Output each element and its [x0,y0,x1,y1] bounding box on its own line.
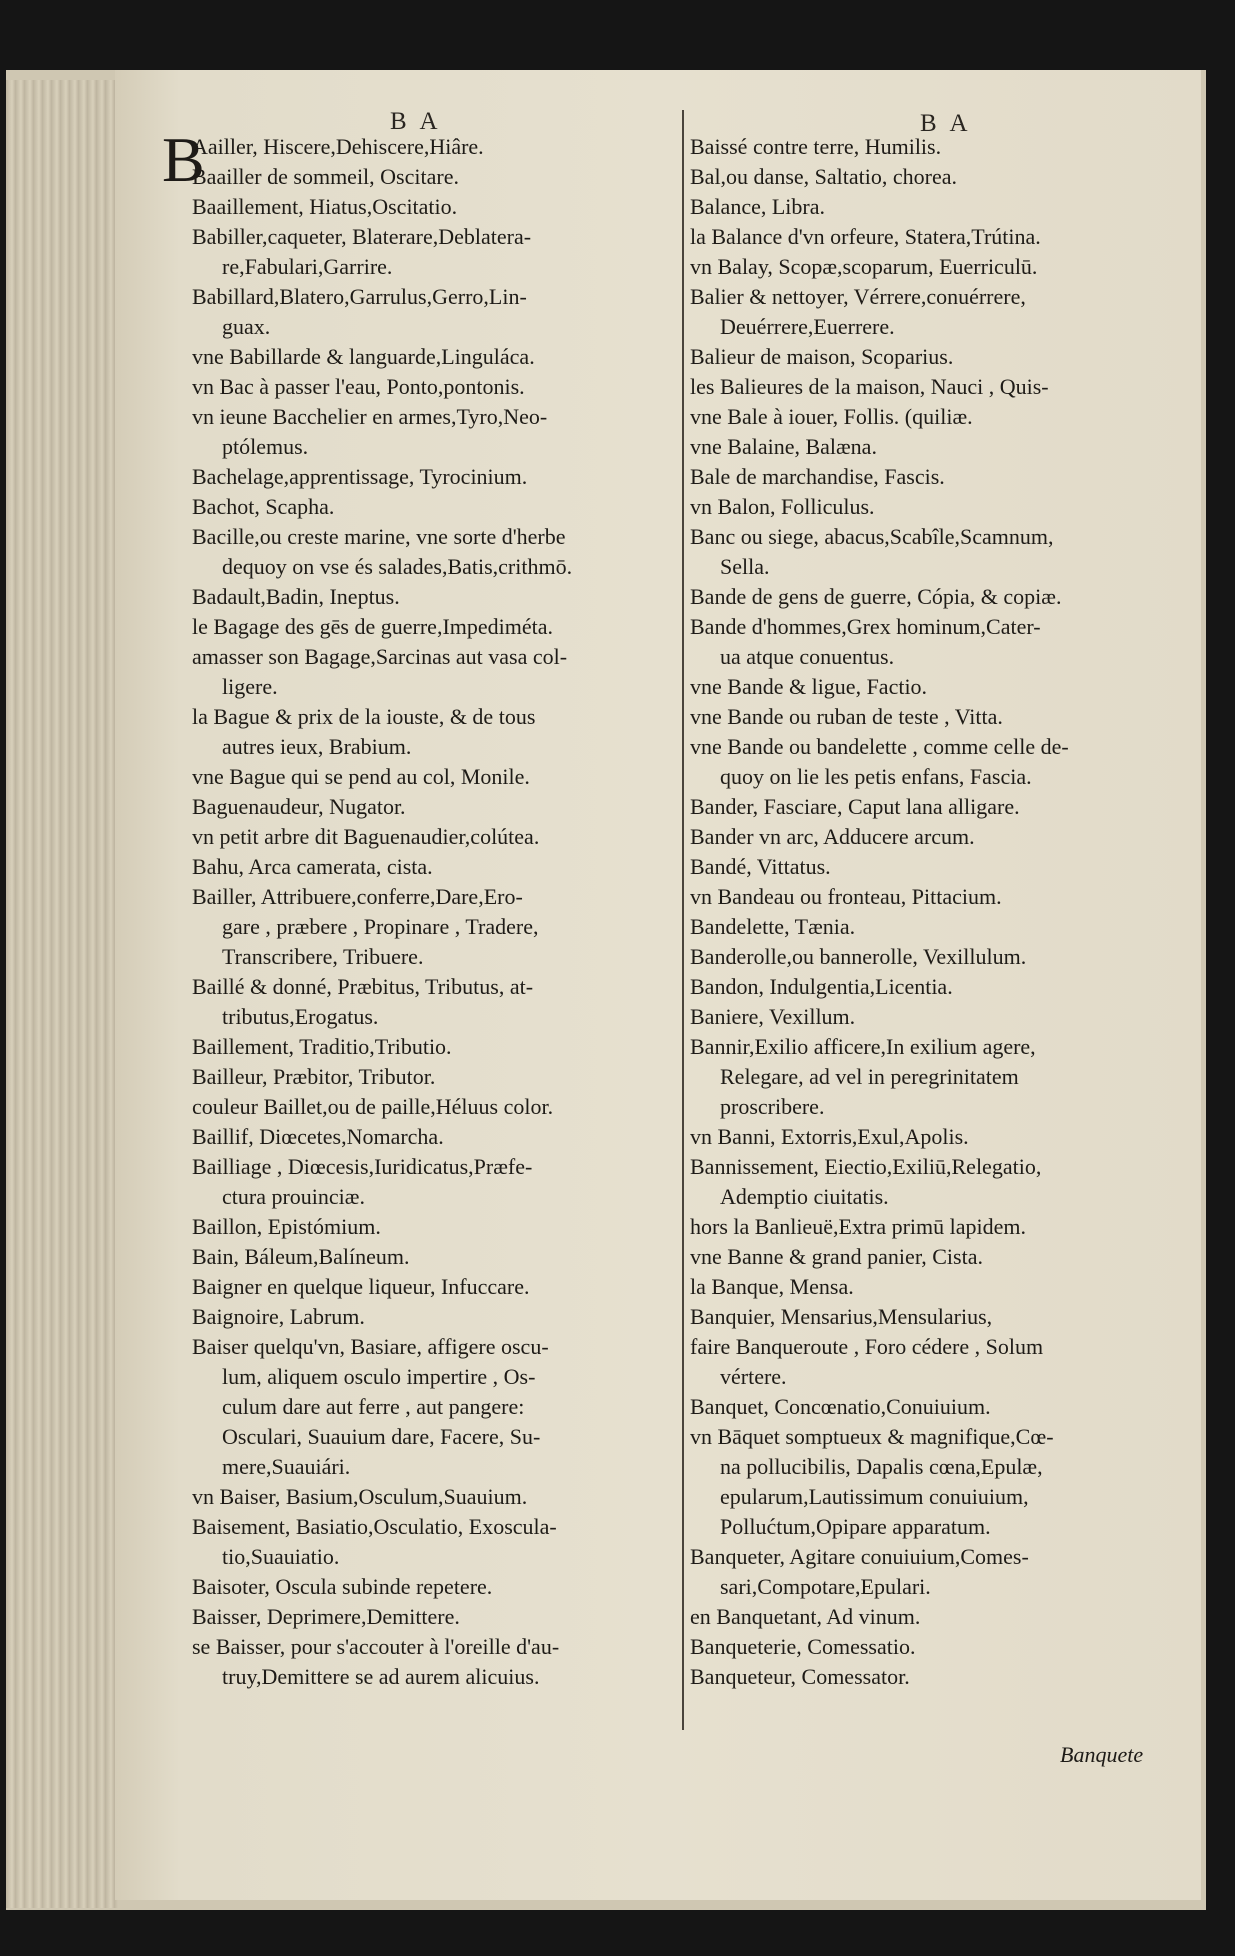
entry-line: vne Bague qui se pend au col, Monile. [192,764,530,789]
entry-line: Babillard,Blatero,Garrulus,Gerro,Lin- [192,284,527,309]
entry-line: vne Babillarde & languarde,Linguláca. [192,344,535,369]
entry-line: Bandé, Vittatus. [690,854,831,879]
entry-line: vn Baiser, Basium,Osculum,Suauium. [192,1484,528,1509]
entry-line: Bannir,Exilio afficere,In exilium agere, [690,1034,1036,1059]
entry-line: Bande de gens de guerre, Cópia, & copiæ. [690,584,1062,609]
column-divider [682,110,684,1730]
entry-line: vne Bande ou bandelette , comme celle de- [690,734,1069,759]
entry-line: Baisser, Deprimere,Demittere. [192,1604,460,1629]
entry-line: re,Fabulari,Garrire. [222,254,393,279]
entry-line: Banqueteur, Comessator. [690,1664,910,1689]
entry-line: Bachot, Scapha. [192,494,335,519]
entry-line: quoy on lie les petis enfans, Fascia. [720,764,1032,789]
entry-line: Ademptio ciuitatis. [720,1184,889,1209]
entry-line: tributus,Erogatus. [222,1004,379,1029]
entry-line: na pollucibilis, Dapalis cœna,Epulæ, [720,1454,1043,1479]
entry-line: vne Bande ou ruban de teste , Vitta. [690,704,1003,729]
entry-line: faire Banqueroute , Foro cédere , Solum [690,1334,1044,1359]
entry-line: vn Bac à passer l'eau, Ponto,pontonis. [192,374,525,399]
entry-line: sari,Compotare,Epulari. [720,1574,931,1599]
entry-line: vn petit arbre dit Baguenaudier,colútea. [192,824,540,849]
entry-line: Baniere, Vexillum. [690,1004,856,1029]
entry-line: guax. [222,314,271,339]
entry-line: Deuérrere,Euerrere. [720,314,895,339]
entry-line: proscribere. [720,1094,825,1119]
entry-line: Transcribere, Tribuere. [222,944,424,969]
entry-line: lum, aliquem osculo impertire , Os- [222,1364,536,1389]
entry-line: vne Bande & ligue, Factio. [690,674,928,699]
entry-line: Banquier, Mensarius,Mensularius, [690,1304,993,1329]
entry-line: ctura prouinciæ. [222,1184,365,1209]
entry-line: Banqueterie, Comessatio. [690,1634,916,1659]
entry-line: Aailler, Hiscere,Dehiscere,Hiâre. [192,134,484,159]
entry-line: Bander vn arc, Adducere arcum. [690,824,975,849]
entry-line: vn Bāquet somptueux & magnifique,Cœ- [690,1424,1054,1449]
entry-line: Babiller,caqueter, Blaterare,Deblatera- [192,224,532,249]
entry-line: Osculari, Suauium dare, Facere, Su- [222,1424,541,1449]
drop-cap: B [162,124,205,195]
entry-line: Balier & nettoyer, Vérrere,conuérrere, [690,284,1026,309]
entry-line: Bahu, Arca camerata, cista. [192,854,433,879]
entry-line: vn Balay, Scopæ,scoparum, Euerriculū. [690,254,1038,279]
entry-line: Baguenaudeur, Nugator. [192,794,406,819]
entry-line: Baissé contre terre, Humilis. [690,134,942,159]
entry-line: Baignoire, Labrum. [192,1304,365,1329]
entry-line: vn Bandeau ou fronteau, Pittacium. [690,884,1002,909]
entry-line: se Baisser, pour s'accouter à l'oreille d'au- [192,1634,560,1659]
entry-line: Bandelette, Tænia. [690,914,856,939]
entry-line: vne Banne & grand panier, Cista. [690,1244,983,1269]
entry-line: Baillé & donné, Præbitus, Tributus, at- [192,974,534,999]
entry-line: ptólemus. [222,434,309,459]
entry-line: les Balieures de la maison, Nauci , Quis- [690,374,1049,399]
entry-line: couleur Baillet,ou de paille,Héluus color. [192,1094,554,1119]
entry-line: Baillement, Traditio,Tributio. [192,1034,452,1059]
header-left: B A [390,108,442,135]
entry-line: ua atque conuentus. [720,644,895,669]
entry-line: la Banque, Mensa. [690,1274,854,1299]
entry-line: Baillif, Diœcetes,Nomarcha. [192,1124,444,1149]
entry-line: Pollućtum,Opipare apparatum. [720,1514,991,1539]
entry-line: Banderolle,ou bannerolle, Vexillulum. [690,944,1027,969]
header-right: B A [920,110,972,137]
entry-line: truy,Demittere se ad aurem alicuius. [222,1664,540,1689]
entry-line: vn ieune Bacchelier en armes,Tyro,Neo- [192,404,548,429]
entry-line: la Bague & prix de la iouste, & de tous [192,704,536,729]
entry-line: Bande d'hommes,Grex hominum,Cater- [690,614,1041,639]
entry-line: Bal,ou danse, Saltatio, chorea. [690,164,957,189]
entry-line: Balieur de maison, Scoparius. [690,344,954,369]
entry-line: culum dare aut ferre , aut pangere: [222,1394,525,1419]
entry-line: Baailler de sommeil, Oscitare. [192,164,459,189]
entry-line: Bannissement, Eiectio,Exiliū,Relegatio, [690,1154,1042,1179]
entry-line: vne Bale à iouer, Follis. (quiliæ. [690,404,973,429]
entry-line: Bander, Fasciare, Caput lana alligare. [690,794,1020,819]
entry-line: Badault,Badin, Ineptus. [192,584,400,609]
entry-line: vértere. [720,1364,787,1389]
entry-line: Baisement, Basiatio,Osculatio, Exoscula- [192,1514,557,1539]
entry-line: le Bagage des gēs de guerre,Impediméta. [192,614,554,639]
entry-line: amasser son Bagage,Sarcinas aut vasa col- [192,644,568,669]
entry-line: Baillon, Epistómium. [192,1214,381,1239]
entry-line: Banquet, Concœnatio,Conuiuium. [690,1394,991,1419]
entry-line: vn Balon, Folliculus. [690,494,875,519]
entry-line: Banqueter, Agitare conuiuium,Comes- [690,1544,1029,1569]
entry-line: en Banquetant, Ad vinum. [690,1604,921,1629]
entry-line: Baisoter, Oscula subinde repetere. [192,1574,493,1599]
entry-line: Baiser quelqu'vn, Basiare, affigere oscu- [192,1334,549,1359]
entry-line: epularum,Lautissimum conuiuium, [720,1484,1029,1509]
entry-line: Bacille,ou creste marine, vne sorte d'herbe [192,524,566,549]
entry-line: tio,Suauiatio. [222,1544,340,1569]
entry-line: Balance, Libra. [690,194,825,219]
page-stack-edges [6,80,118,1908]
entry-line: Bailler, Attribuere,conferre,Dare,Ero- [192,884,523,909]
entry-line: Sella. [720,554,770,579]
entry-line: vne Balaine, Balæna. [690,434,877,459]
catchword: Banquete [1060,1742,1144,1767]
entry-line: Bandon, Indulgentia,Licentia. [690,974,953,999]
entry-line: mere,Suauiári. [222,1454,351,1479]
entry-line: autres ieux, Brabium. [222,734,412,759]
entry-line: la Balance d'vn orfeure, Statera,Trútina. [690,224,1041,249]
entry-line: Bain, Báleum,Balíneum. [192,1244,410,1269]
entry-line: Banc ou siege, abacus,Scabîle,Scamnum, [690,524,1054,549]
entry-line: Baigner en quelque liqueur, Infuccare. [192,1274,530,1299]
entry-line: Bale de marchandise, Fascis. [690,464,945,489]
entry-line: dequoy on vse és salades,Batis,crithmō. [222,554,573,579]
entry-line: hors la Banlieuë,Extra primū lapidem. [690,1214,1027,1239]
entry-line: gare , præbere , Propinare , Tradere, [222,914,539,939]
entry-line: Baaillement, Hiatus,Oscitatio. [192,194,458,219]
entry-line: Bailleur, Præbitor, Tributor. [192,1064,436,1089]
entry-line: Bachelage,apprentissage, Tyrocinium. [192,464,528,489]
entry-line: ligere. [222,674,278,699]
entry-line: Relegare, ad vel in peregrinitatem [720,1064,1019,1089]
entry-line: vn Banni, Extorris,Exul,Apolis. [690,1124,969,1149]
entry-line: Bailliage , Diœcesis,Iuridicatus,Præfe- [192,1154,533,1179]
